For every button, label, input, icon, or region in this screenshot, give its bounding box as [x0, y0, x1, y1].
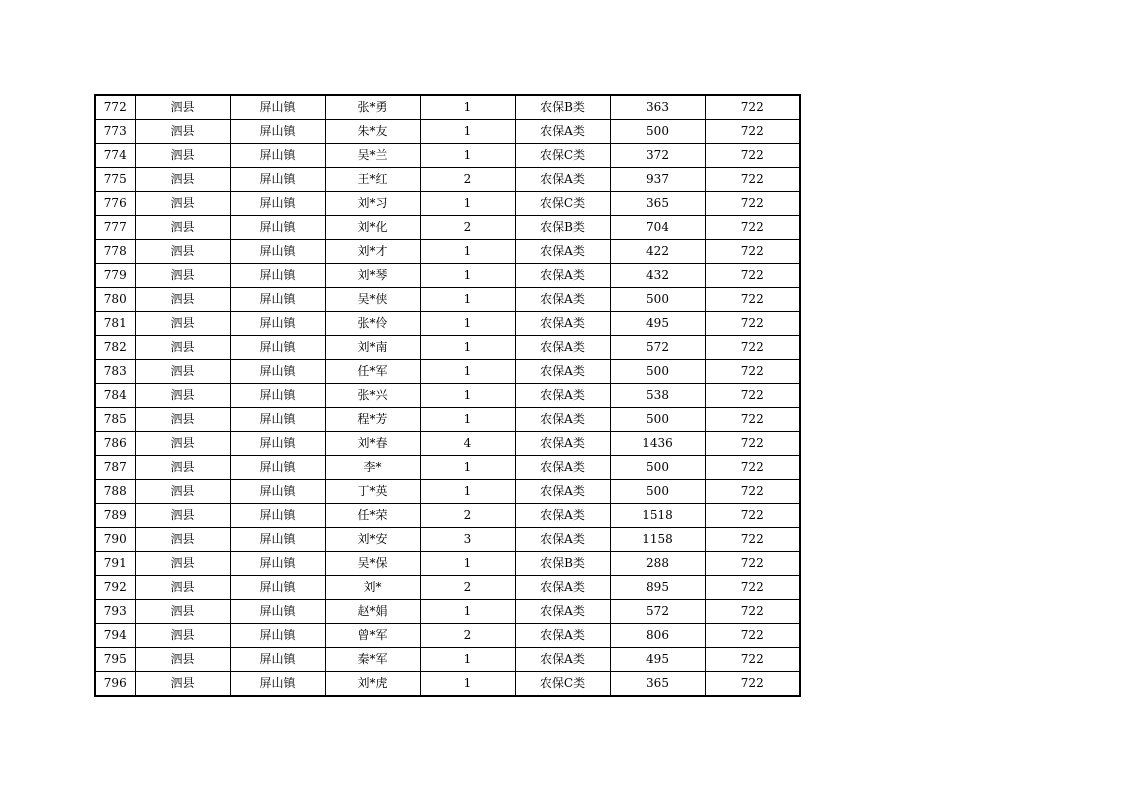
county-cell: 泗县	[135, 600, 230, 624]
county-cell: 泗县	[135, 168, 230, 192]
standard-cell: 722	[705, 408, 800, 432]
table-row	[95, 600, 800, 624]
town-cell: 屏山镇	[230, 168, 325, 192]
town-cell: 屏山镇	[230, 672, 325, 697]
household-size-cell: 1	[420, 120, 515, 144]
standard-cell: 722	[705, 216, 800, 240]
row-number-cell: 795	[95, 648, 135, 672]
standard-cell: 722	[705, 360, 800, 384]
amount-cell: 495	[610, 312, 705, 336]
household-size-cell: 2	[420, 168, 515, 192]
household-size-cell: 4	[420, 432, 515, 456]
name-cell: 刘*虎	[325, 672, 420, 697]
table-row	[95, 648, 800, 672]
household-size-cell: 3	[420, 528, 515, 552]
standard-cell: 722	[705, 648, 800, 672]
town-cell: 屏山镇	[230, 336, 325, 360]
row-number-cell: 777	[95, 216, 135, 240]
county-cell: 泗县	[135, 240, 230, 264]
insurance-type-cell: 农保C类	[515, 192, 610, 216]
standard-cell: 722	[705, 95, 800, 120]
household-size-cell: 1	[420, 240, 515, 264]
household-size-cell: 1	[420, 456, 515, 480]
county-cell: 泗县	[135, 144, 230, 168]
town-cell: 屏山镇	[230, 480, 325, 504]
table-row	[95, 672, 800, 697]
row-number-cell: 796	[95, 672, 135, 697]
name-cell: 刘*才	[325, 240, 420, 264]
name-cell: 张*兴	[325, 384, 420, 408]
household-size-cell: 1	[420, 336, 515, 360]
table-row	[95, 216, 800, 240]
town-cell: 屏山镇	[230, 288, 325, 312]
county-cell: 泗县	[135, 672, 230, 697]
data-table	[94, 94, 801, 697]
standard-cell: 722	[705, 432, 800, 456]
name-cell: 刘*南	[325, 336, 420, 360]
row-number-cell: 791	[95, 552, 135, 576]
row-number-cell: 787	[95, 456, 135, 480]
standard-cell: 722	[705, 168, 800, 192]
row-number-cell: 779	[95, 264, 135, 288]
name-cell: 王*红	[325, 168, 420, 192]
table-row	[95, 528, 800, 552]
insurance-type-cell: 农保A类	[515, 336, 610, 360]
table-row	[95, 624, 800, 648]
insurance-type-cell: 农保A类	[515, 648, 610, 672]
table-row	[95, 576, 800, 600]
table-body	[95, 95, 800, 696]
row-number-cell: 780	[95, 288, 135, 312]
household-size-cell: 1	[420, 480, 515, 504]
household-size-cell: 1	[420, 408, 515, 432]
row-number-cell: 782	[95, 336, 135, 360]
household-size-cell: 1	[420, 384, 515, 408]
county-cell: 泗县	[135, 264, 230, 288]
town-cell: 屏山镇	[230, 360, 325, 384]
town-cell: 屏山镇	[230, 240, 325, 264]
insurance-type-cell: 农保A类	[515, 576, 610, 600]
household-size-cell: 1	[420, 312, 515, 336]
household-size-cell: 1	[420, 264, 515, 288]
amount-cell: 363	[610, 95, 705, 120]
town-cell: 屏山镇	[230, 192, 325, 216]
insurance-type-cell: 农保A类	[515, 480, 610, 504]
table-row	[95, 552, 800, 576]
standard-cell: 722	[705, 288, 800, 312]
row-number-cell: 772	[95, 95, 135, 120]
amount-cell: 500	[610, 480, 705, 504]
name-cell: 曾*军	[325, 624, 420, 648]
insurance-type-cell: 农保A类	[515, 624, 610, 648]
standard-cell: 722	[705, 600, 800, 624]
insurance-type-cell: 农保A类	[515, 384, 610, 408]
table-row	[95, 360, 800, 384]
name-cell: 秦*军	[325, 648, 420, 672]
county-cell: 泗县	[135, 552, 230, 576]
county-cell: 泗县	[135, 480, 230, 504]
insurance-type-cell: 农保A类	[515, 288, 610, 312]
name-cell: 张*伶	[325, 312, 420, 336]
row-number-cell: 773	[95, 120, 135, 144]
county-cell: 泗县	[135, 336, 230, 360]
amount-cell: 704	[610, 216, 705, 240]
insurance-type-cell: 农保C类	[515, 144, 610, 168]
county-cell: 泗县	[135, 384, 230, 408]
county-cell: 泗县	[135, 648, 230, 672]
county-cell: 泗县	[135, 576, 230, 600]
name-cell: 吴*侠	[325, 288, 420, 312]
row-number-cell: 789	[95, 504, 135, 528]
name-cell: 李*	[325, 456, 420, 480]
town-cell: 屏山镇	[230, 648, 325, 672]
name-cell: 赵*娟	[325, 600, 420, 624]
insurance-type-cell: 农保A类	[515, 120, 610, 144]
standard-cell: 722	[705, 336, 800, 360]
town-cell: 屏山镇	[230, 95, 325, 120]
row-number-cell: 776	[95, 192, 135, 216]
insurance-type-cell: 农保A类	[515, 312, 610, 336]
county-cell: 泗县	[135, 216, 230, 240]
amount-cell: 572	[610, 600, 705, 624]
household-size-cell: 2	[420, 504, 515, 528]
amount-cell: 1158	[610, 528, 705, 552]
amount-cell: 895	[610, 576, 705, 600]
standard-cell: 722	[705, 240, 800, 264]
table-row	[95, 384, 800, 408]
insurance-type-cell: 农保A类	[515, 168, 610, 192]
amount-cell: 1518	[610, 504, 705, 528]
table-row	[95, 312, 800, 336]
row-number-cell: 793	[95, 600, 135, 624]
standard-cell: 722	[705, 552, 800, 576]
amount-cell: 500	[610, 360, 705, 384]
row-number-cell: 788	[95, 480, 135, 504]
insurance-type-cell: 农保B类	[515, 216, 610, 240]
table-row	[95, 240, 800, 264]
insurance-type-cell: 农保A类	[515, 600, 610, 624]
row-number-cell: 786	[95, 432, 135, 456]
insurance-type-cell: 农保A类	[515, 408, 610, 432]
county-cell: 泗县	[135, 288, 230, 312]
table-row	[95, 95, 800, 120]
town-cell: 屏山镇	[230, 408, 325, 432]
town-cell: 屏山镇	[230, 456, 325, 480]
household-size-cell: 1	[420, 360, 515, 384]
town-cell: 屏山镇	[230, 216, 325, 240]
amount-cell: 432	[610, 264, 705, 288]
name-cell: 吴*保	[325, 552, 420, 576]
name-cell: 刘*化	[325, 216, 420, 240]
table-row	[95, 288, 800, 312]
county-cell: 泗县	[135, 312, 230, 336]
name-cell: 朱*友	[325, 120, 420, 144]
town-cell: 屏山镇	[230, 528, 325, 552]
town-cell: 屏山镇	[230, 432, 325, 456]
household-size-cell: 1	[420, 144, 515, 168]
name-cell: 吴*兰	[325, 144, 420, 168]
county-cell: 泗县	[135, 624, 230, 648]
standard-cell: 722	[705, 528, 800, 552]
household-size-cell: 1	[420, 192, 515, 216]
county-cell: 泗县	[135, 120, 230, 144]
household-size-cell: 2	[420, 576, 515, 600]
household-size-cell: 1	[420, 672, 515, 697]
amount-cell: 495	[610, 648, 705, 672]
table-row	[95, 144, 800, 168]
name-cell: 刘*	[325, 576, 420, 600]
table-row	[95, 432, 800, 456]
amount-cell: 365	[610, 192, 705, 216]
standard-cell: 722	[705, 456, 800, 480]
household-size-cell: 2	[420, 216, 515, 240]
table-row	[95, 264, 800, 288]
amount-cell: 1436	[610, 432, 705, 456]
name-cell: 刘*安	[325, 528, 420, 552]
insurance-type-cell: 农保C类	[515, 672, 610, 697]
amount-cell: 365	[610, 672, 705, 697]
row-number-cell: 774	[95, 144, 135, 168]
table-row	[95, 504, 800, 528]
amount-cell: 500	[610, 408, 705, 432]
row-number-cell: 794	[95, 624, 135, 648]
table-row	[95, 192, 800, 216]
row-number-cell: 783	[95, 360, 135, 384]
standard-cell: 722	[705, 480, 800, 504]
row-number-cell: 785	[95, 408, 135, 432]
town-cell: 屏山镇	[230, 312, 325, 336]
standard-cell: 722	[705, 504, 800, 528]
standard-cell: 722	[705, 312, 800, 336]
town-cell: 屏山镇	[230, 144, 325, 168]
county-cell: 泗县	[135, 95, 230, 120]
standard-cell: 722	[705, 624, 800, 648]
table-row	[95, 408, 800, 432]
row-number-cell: 775	[95, 168, 135, 192]
amount-cell: 572	[610, 336, 705, 360]
town-cell: 屏山镇	[230, 264, 325, 288]
row-number-cell: 792	[95, 576, 135, 600]
household-size-cell: 1	[420, 288, 515, 312]
amount-cell: 288	[610, 552, 705, 576]
insurance-type-cell: 农保A类	[515, 456, 610, 480]
household-size-cell: 1	[420, 600, 515, 624]
amount-cell: 422	[610, 240, 705, 264]
name-cell: 任*军	[325, 360, 420, 384]
row-number-cell: 781	[95, 312, 135, 336]
insurance-type-cell: 农保B类	[515, 552, 610, 576]
amount-cell: 806	[610, 624, 705, 648]
insurance-type-cell: 农保A类	[515, 432, 610, 456]
standard-cell: 722	[705, 120, 800, 144]
county-cell: 泗县	[135, 528, 230, 552]
row-number-cell: 790	[95, 528, 135, 552]
county-cell: 泗县	[135, 360, 230, 384]
insurance-type-cell: 农保A类	[515, 504, 610, 528]
household-size-cell: 2	[420, 624, 515, 648]
county-cell: 泗县	[135, 192, 230, 216]
table-row	[95, 168, 800, 192]
standard-cell: 722	[705, 672, 800, 697]
county-cell: 泗县	[135, 432, 230, 456]
amount-cell: 937	[610, 168, 705, 192]
name-cell: 程*芳	[325, 408, 420, 432]
town-cell: 屏山镇	[230, 120, 325, 144]
county-cell: 泗县	[135, 408, 230, 432]
county-cell: 泗县	[135, 504, 230, 528]
standard-cell: 722	[705, 264, 800, 288]
amount-cell: 500	[610, 120, 705, 144]
name-cell: 张*勇	[325, 95, 420, 120]
insurance-type-cell: 农保A类	[515, 528, 610, 552]
insurance-type-cell: 农保A类	[515, 240, 610, 264]
table-row	[95, 336, 800, 360]
table-row	[95, 480, 800, 504]
amount-cell: 500	[610, 288, 705, 312]
amount-cell: 372	[610, 144, 705, 168]
town-cell: 屏山镇	[230, 552, 325, 576]
table-row	[95, 120, 800, 144]
insurance-type-cell: 农保B类	[515, 95, 610, 120]
table-row	[95, 456, 800, 480]
insurance-type-cell: 农保A类	[515, 264, 610, 288]
town-cell: 屏山镇	[230, 384, 325, 408]
name-cell: 丁*英	[325, 480, 420, 504]
town-cell: 屏山镇	[230, 624, 325, 648]
town-cell: 屏山镇	[230, 600, 325, 624]
household-size-cell: 1	[420, 95, 515, 120]
row-number-cell: 778	[95, 240, 135, 264]
standard-cell: 722	[705, 384, 800, 408]
standard-cell: 722	[705, 192, 800, 216]
amount-cell: 538	[610, 384, 705, 408]
household-size-cell: 1	[420, 552, 515, 576]
town-cell: 屏山镇	[230, 504, 325, 528]
standard-cell: 722	[705, 576, 800, 600]
name-cell: 刘*习	[325, 192, 420, 216]
county-cell: 泗县	[135, 456, 230, 480]
name-cell: 刘*春	[325, 432, 420, 456]
town-cell: 屏山镇	[230, 576, 325, 600]
name-cell: 刘*琴	[325, 264, 420, 288]
standard-cell: 722	[705, 144, 800, 168]
insurance-type-cell: 农保A类	[515, 360, 610, 384]
row-number-cell: 784	[95, 384, 135, 408]
household-size-cell: 1	[420, 648, 515, 672]
amount-cell: 500	[610, 456, 705, 480]
name-cell: 任*荣	[325, 504, 420, 528]
